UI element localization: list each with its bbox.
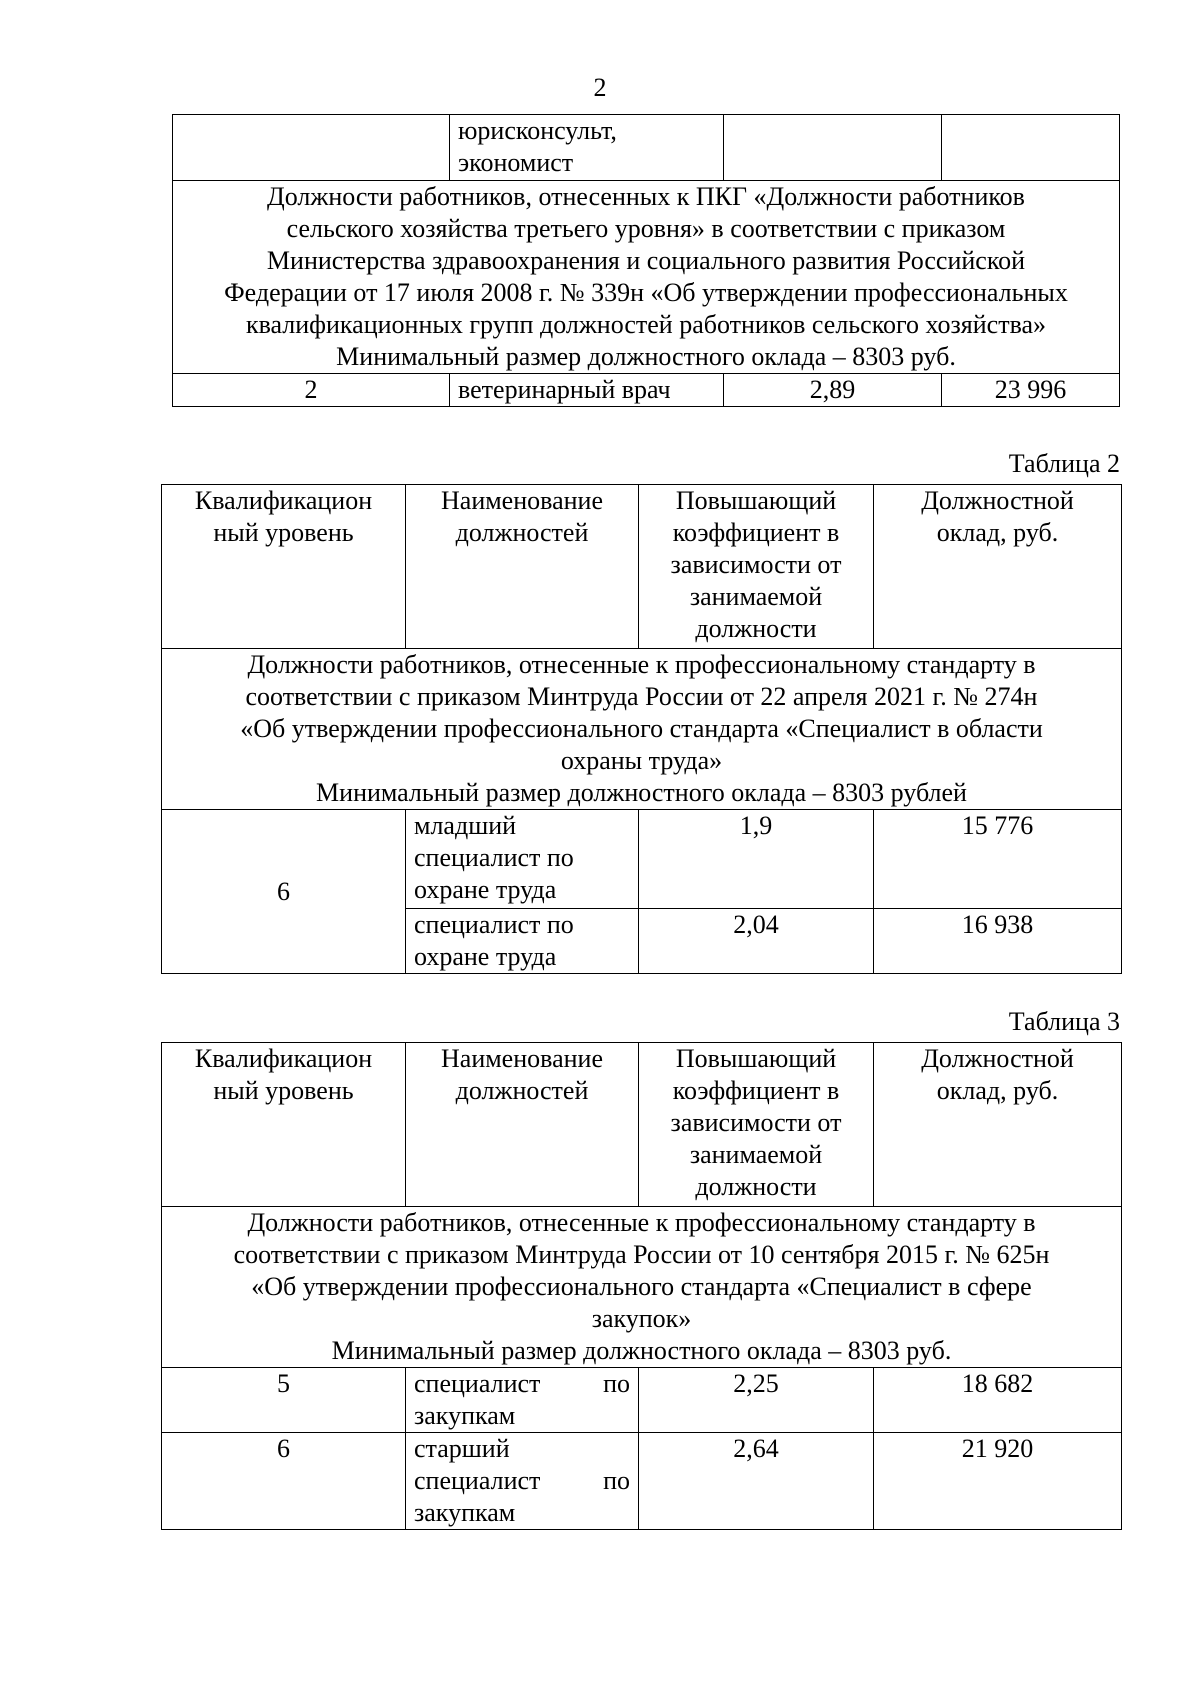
page-number: 2: [593, 73, 607, 102]
salary: 23 996: [942, 374, 1120, 407]
position-name: ветеринарный врач: [450, 374, 724, 407]
qualification-level: 2: [173, 374, 450, 407]
table-row: [162, 1433, 1122, 1530]
position-name: юрисконсульт, экономист: [450, 115, 724, 181]
coefficient: 2,64: [639, 1433, 874, 1530]
table-row: [162, 1368, 1122, 1433]
qualification-level: 6: [162, 1433, 406, 1530]
qualification-level: 5: [162, 1368, 406, 1433]
salary: 15 776: [874, 810, 1122, 909]
header-coefficient: Повышающий коэффициент в зависимости от занимаемой должности: [639, 485, 874, 649]
header-level: Квалификацион ный уровень: [162, 1043, 406, 1207]
section-row: [162, 649, 1122, 810]
position-name: специалист по закупкам: [406, 1368, 639, 1433]
coefficient: 2,04: [639, 909, 874, 974]
section-row: [162, 1207, 1122, 1368]
header-row: [162, 485, 1122, 649]
salary: 21 920: [874, 1433, 1122, 1530]
header-salary: Должностной оклад, руб.: [874, 1043, 1122, 1207]
section-text: Должности работников, отнесенные к профессиональному стандарту в соответствии с приказом Минтруда России от 10 сентября 2015 г. № 625н «Об утверждении профессионального стандарта «Специалист в сфере закупок» Минимальный размер должностного оклада – 8303 руб.: [162, 1207, 1122, 1368]
header-name: Наименование должностей: [406, 1043, 639, 1207]
table-2-caption: Таблица 2: [1008, 449, 1120, 478]
table-3: [161, 1042, 1122, 1530]
table-row: [173, 115, 1120, 181]
header-name: Наименование должностей: [406, 485, 639, 649]
position-name: младший специалист по охране труда: [406, 810, 639, 909]
table-row: [162, 810, 1122, 909]
table-row: [173, 374, 1120, 407]
position-name: специалист по охране труда: [406, 909, 639, 974]
salary: 18 682: [874, 1368, 1122, 1433]
section-text: Должности работников, отнесенных к ПКГ «Должности работников сельского хозяйства третьего уровня» в соответствии с приказом Министерства здравоохранения и социального развития Российской Федерации от 17 июля 2008 г. № 339н «Об утверждении профессиональных квалификационных групп должностей работников сельского хозяйства» Минимальный размер должностного оклада – 8303 руб.: [173, 181, 1120, 374]
header-row: [162, 1043, 1122, 1207]
section-row: [173, 181, 1120, 374]
section-text: Должности работников, отнесенные к профессиональному стандарту в соответствии с приказом Минтруда России от 22 апреля 2021 г. № 274н «Об утверждении профессионального стандарта «Специалист в области охраны труда» Минимальный размер должностного оклада – 8303 рублей: [162, 649, 1122, 810]
coefficient: 2,89: [724, 374, 942, 407]
header-level: Квалификацион ный уровень: [162, 485, 406, 649]
qualification-level: 6: [162, 810, 406, 974]
header-salary: Должностной оклад, руб.: [874, 485, 1122, 649]
table-1: [172, 114, 1120, 407]
header-coefficient: Повышающий коэффициент в зависимости от занимаемой должности: [639, 1043, 874, 1207]
coefficient: 1,9: [639, 810, 874, 909]
table-3-caption: Таблица 3: [1008, 1007, 1120, 1036]
position-name: старший специалист по закупкам: [406, 1433, 639, 1530]
coefficient: 2,25: [639, 1368, 874, 1433]
table-2: [161, 484, 1122, 974]
salary: 16 938: [874, 909, 1122, 974]
